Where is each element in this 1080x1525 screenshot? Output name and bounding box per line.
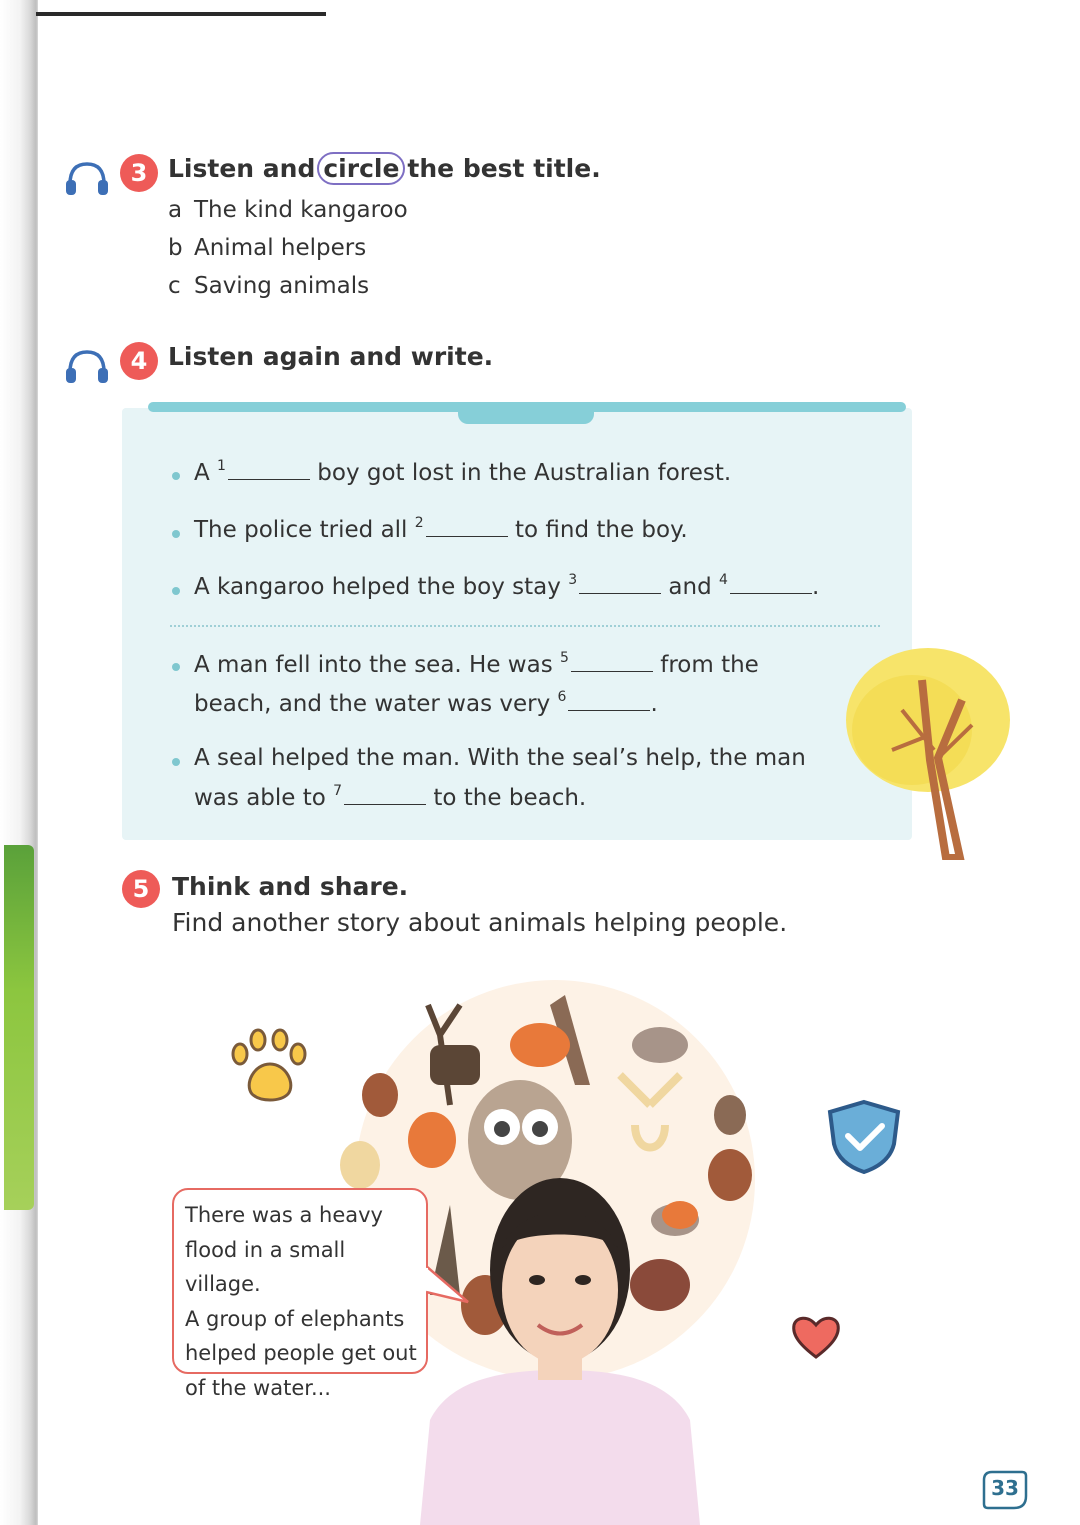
green-side-tab: [4, 845, 34, 1210]
top-rule: [36, 12, 326, 16]
bullet-dot: [172, 530, 180, 538]
blank-6[interactable]: [568, 692, 650, 711]
circled-word: circle: [317, 152, 405, 185]
paw-print-icon: [230, 1028, 310, 1102]
blank-2[interactable]: [426, 518, 508, 537]
bullet-dot: [172, 758, 180, 766]
dotted-divider: [170, 625, 880, 627]
option-c[interactable]: [168, 273, 369, 299]
shield-check-icon: [824, 1098, 904, 1174]
option-letter: a: [168, 197, 183, 223]
blank-number: 4: [719, 572, 728, 588]
exercise-4-number: 4: [120, 342, 158, 380]
exercise-5-heading: Think and share.: [172, 872, 409, 901]
bubble-line: flood in a small village.: [185, 1237, 346, 1296]
text: A man fell into the sea. He was: [194, 652, 553, 678]
bubble-line: of the water...: [185, 1375, 331, 1400]
blank-number: 3: [568, 572, 578, 588]
blank-1[interactable]: [228, 461, 310, 480]
bullet-dot: [172, 472, 180, 480]
text: .: [650, 691, 658, 717]
sentence-5-cont: [194, 783, 586, 811]
exercise-5-number: 5: [122, 870, 160, 908]
exercise-3-heading: [168, 154, 601, 183]
bubble-line: There was a heavy: [185, 1203, 383, 1227]
option-b[interactable]: [168, 235, 366, 261]
bubble-line: helped people get out: [185, 1341, 417, 1365]
text: to find the boy.: [515, 517, 688, 543]
exercise-3-number: 3: [120, 154, 158, 192]
blank-number: 5: [560, 650, 569, 666]
speech-bubble: [172, 1188, 428, 1400]
headphones-icon: [64, 346, 110, 386]
tree-illustration: [842, 640, 1014, 860]
text: and: [668, 574, 712, 600]
option-letter: c: [168, 273, 181, 299]
option-text: Animal helpers: [194, 235, 367, 261]
text: A kangaroo helped the boy stay: [194, 574, 561, 600]
sentence-5: A seal helped the man. With the seal’s help, the man: [194, 745, 806, 771]
text: to the beach.: [433, 785, 587, 811]
sentence-1: [194, 458, 731, 486]
blank-5[interactable]: [571, 653, 653, 672]
option-text: Saving animals: [194, 273, 370, 299]
headphones-icon: [64, 158, 110, 198]
book-spine: [0, 0, 38, 1525]
page-number: 33: [991, 1476, 1019, 1500]
option-a[interactable]: [168, 197, 408, 223]
blank-number: 6: [557, 689, 567, 705]
text: The police tried all: [194, 517, 408, 543]
blank-number: 1: [217, 458, 226, 474]
sentence-2: [194, 515, 688, 543]
heading-text: the best title.: [407, 154, 601, 183]
bullet-dot: [172, 663, 180, 671]
blank-7[interactable]: [344, 786, 426, 805]
heading-text: Listen and: [168, 154, 316, 183]
option-text: The kind kangaroo: [194, 197, 408, 223]
text: boy got lost in the Australian forest.: [317, 460, 732, 486]
blank-number: 2: [414, 515, 424, 531]
blank-4[interactable]: [730, 575, 812, 594]
sentence-4: [194, 650, 759, 678]
text: .: [811, 574, 820, 600]
exercise-4-heading: Listen again and write.: [168, 342, 494, 371]
blank-3[interactable]: [579, 575, 661, 594]
exercise-5-instruction: Find another story about animals helping people.: [172, 908, 788, 937]
text: from the: [660, 652, 759, 678]
bubble-line: A group of elephants: [185, 1306, 405, 1331]
sentence-3: [194, 572, 819, 600]
option-letter: b: [168, 235, 183, 261]
heart-icon: [790, 1313, 842, 1361]
sentence-4-cont: [194, 689, 658, 717]
text: was able to: [194, 785, 326, 811]
text: beach, and the water was very: [194, 691, 551, 717]
blank-number: 7: [333, 783, 343, 799]
bullet-dot: [172, 587, 180, 595]
panel-tab: [458, 406, 594, 424]
text: A: [194, 460, 210, 486]
bubble-tail: [426, 1262, 472, 1306]
girl-photo: [420, 1160, 700, 1525]
